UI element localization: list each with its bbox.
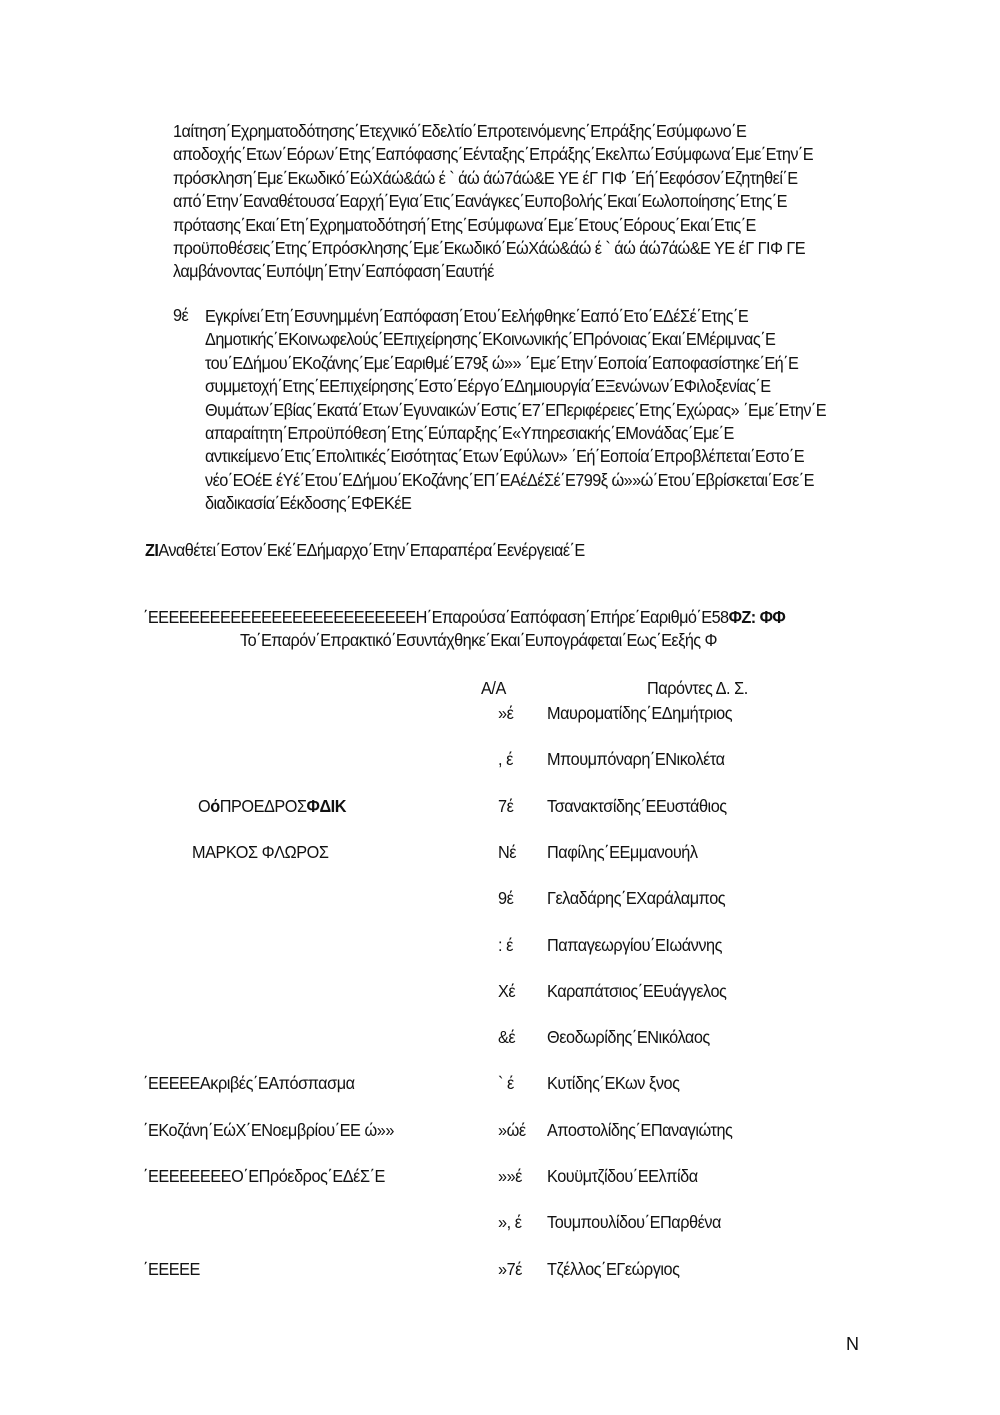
member-number: Χέ [498, 981, 516, 1001]
paragraph-line: απαραίτητη΄Επροϋπόθεση΄Ετης΄Εύπαρξης΄Ε«Υπηρεσιακής΄ΕΜονάδας΄Εμε΄Ε [205, 422, 734, 443]
member-name: Τουμπουλίδου΄ΕΠαρθένα [547, 1212, 721, 1232]
member-number: »»έ [498, 1166, 522, 1186]
member-number: : έ [498, 935, 513, 955]
chair-label: ΄ΕΕΕΕΕΕΕΕΟ΄ΕΠρόεδρος΄ΕΔέΣ΄Ε [143, 1166, 385, 1186]
paragraph-line: νέο΄ΕΟέΕ έΥέ΄Ετου΄ΕΔήμου΄ΕΚοζάνης΄ΕΠ΄ΕΑέΔέΣέ΄Ε799ξ ώ»»ώ΄Ετου΄Εβρίσκεται΄Εσε΄Ε [205, 469, 814, 490]
paragraph-line: αντικείμενο΄Ετις΄Επολιτικές΄Εισότητας΄Ετων΄Εφύλων» ΄Εή΄Εοποία΄Επροβλέπεται΄Εστο΄Ε [205, 446, 805, 467]
exact-copy-label: ΄ΕΕΕΕΕΑκριβές΄ΕΑπόσπασμα [143, 1073, 355, 1093]
item-z-number: ΖΙ [145, 540, 159, 560]
paragraph-line: συμμετοχή΄Ετης΄ΕΕπιχείρησης΄Εστο΄Εέργο΄ΕΔημιουργία΄ΕΞενώνων΄ΕΦιλοξενίας΄Ε [205, 376, 771, 397]
member-name: Αποστολίδης΄ΕΠαναγιώτης [547, 1120, 733, 1140]
paragraph-line: Δημοτικής΄ΕΚοινωφελούς΄ΕΕπιχείρησης΄ΕΚοινωνικής΄ΕΠρόνοιας΄Εκαι΄ΕΜέριμνας΄Ε [205, 329, 776, 350]
item-z-text: Αναθέτει΄Εστον΄Εκέ΄ΕΔήμαρχο΄Ετην΄Επαραπέρα΄Εενέργειαέ΄Ε [158, 540, 585, 560]
president-name: ΜΑΡΚΟΣ ΦΛΩΡΟΣ [192, 842, 329, 862]
decision-number-bold: ΦΖ: ΦΦ [728, 607, 786, 627]
member-name: Παπαγεωργίου΄ΕΙωάννης [547, 935, 722, 955]
member-number: , έ [498, 749, 513, 769]
member-name: Θεοδωρίδης΄ΕΝικόλαος [547, 1027, 710, 1047]
member-name: Κουϋμτζίδου΄ΕΕλπίδα [547, 1166, 698, 1186]
members-header-present: Παρόντες Δ. Σ. [647, 678, 748, 698]
item-9-text [205, 305, 826, 516]
member-name: Τζέλλος΄ΕΓεώργιος [547, 1259, 680, 1279]
president-title-main: ΠΡΟΕΔΡΟΣ [219, 796, 307, 816]
paragraph-line: πρόσκληση΄Εμε΄Εκωδικό΄ΕώΧάώ&άώ έ ` άώ άώ7άώ&Ε ΥΕ έΓ ΓΙΦ ΄Εή΄Εεφόσον΄Εζητηθεί΄Ε [173, 167, 798, 188]
paragraph-line: προϋποθέσεις΄Ετης΄Επρόσκλησης΄Εμε΄Εκωδικό΄ΕώΧάώ&άώ έ ` άώ άώ7άώ&Ε ΥΕ έΓ ΓΙΦ ΓΕ [173, 237, 806, 258]
member-name: Γελαδάρης΄ΕΧαράλαμπος [547, 888, 726, 908]
blank-signature: ΄ΕΕΕΕΕ [143, 1259, 200, 1279]
paragraph-line: αποδοχής΄Ετων΄Εόρων΄Ετης΄Εαπόφασης΄Εένταξης΄Επράξης΄Εκελπω΄Εσύμφωνα΄Εμε΄Ετην΄Ε [173, 144, 814, 165]
president-title [198, 796, 346, 817]
member-number: &έ [498, 1027, 516, 1047]
president-title-glyph: ΦΔΙΚ [306, 796, 347, 816]
item-9-number: 9έ [173, 305, 189, 325]
decision-number-text: ΄ΕΕΕΕΕΕΕΕΕΕΕΕΕΕΕΕΕΕΕΕΕΕΕΕΕΕΗ΄Επαρούσα΄Εαπόφαση΄Επήρε΄Εαριθμό΄Ε58 [143, 607, 729, 627]
members-header-number: Α/Α [481, 678, 506, 698]
decision-number-line [143, 607, 785, 628]
member-number: »ώέ [498, 1120, 526, 1140]
intro-paragraph [173, 120, 813, 284]
member-number: 9έ [498, 888, 514, 908]
place-date: ΄ΕΚοζάνη΄ΕώΧ΄ΕΝοεμβρίου΄ΕΕ ώ»» [143, 1120, 394, 1140]
member-name: Κυτίδης΄ΕΚων ξνος [547, 1073, 680, 1093]
paragraph-line: του΄ΕΔήμου΄ΕΚοζάνης΄Εμε΄Εαριθμέ΄Ε79ξ ώ»» ΄Εμε΄Ετην΄Εοποία΄Εαποφασίστηκε΄Εή΄Ε [205, 352, 799, 373]
paragraph-line: πρότασης΄Εκαι΄Ετη΄Εχρηματοδότησή΄Ετης΄Εσύμφωνα΄Εμε΄Ετους΄Εόρους΄Εκαι΄Ετις΄Ε [173, 214, 756, 235]
paragraph-line: διαδικασία΄Εέκδοσης΄ΕΦΕΚέΕ [205, 493, 412, 514]
item-z [145, 540, 585, 561]
paragraph-line: Εγκρίνει΄Ετη΄Εσυνημμένη΄Εαπόφαση΄Ετου΄Εελήφθηκε΄Εαπό΄Ετο΄ΕΔέΣέ΄Ετης΄Ε [205, 306, 749, 326]
member-name: Μαυροματίδης΄ΕΔημήτριος [547, 703, 733, 723]
member-name: Μπουμπόναρη΄ΕΝικολέτα [547, 749, 725, 769]
member-number: »7έ [498, 1259, 522, 1279]
paragraph-line: Θυμάτων΄Εβίας΄Εκατά΄Ετων΄Εγυναικών΄Εστις΄Ε7΄ΕΠεριφέρειες΄Ετης΄Εχώρας» ΄Εμε΄Ετην΄Ε [205, 399, 827, 420]
president-title-glyph: ό [210, 796, 220, 816]
paragraph-line: 1αίτηση΄Εχρηματοδότησης΄Ετεχνικό΄Εδελτίο΄Επροτεινόμενης΄Επράξης΄Εσύμφωνο΄Ε [173, 121, 747, 141]
member-number: »έ [498, 703, 514, 723]
member-number: », έ [498, 1212, 522, 1232]
member-number: 7έ [498, 796, 514, 816]
page-number: Ν [846, 1334, 859, 1354]
member-name: Καραπάτσιος΄ΕΕυάγγελος [547, 981, 727, 1001]
member-name: Παφίλης΄ΕΕμμανουήλ [547, 842, 698, 862]
minutes-signed-line: Το΄Επαρόν΄Επρακτικό΄Εσυντάχθηκε΄Εκαι΄Ευπογράφεται΄Εως΄Εεξής Φ [240, 630, 717, 650]
member-number: ` έ [498, 1073, 514, 1093]
president-title-prefix: Ο [198, 796, 211, 816]
member-number: Νέ [498, 842, 517, 862]
member-name: Τσανακτσίδης΄ΕΕυστάθιος [547, 796, 727, 816]
paragraph-line: από΄Ετην΄Εαναθέτουσα΄Εαρχή΄Εγια΄Ετις΄Εανάγκες΄Ευποβολής΄Εκαι΄Εωλοποίησης΄Ετης΄Ε [173, 191, 787, 212]
paragraph-line: λαμβάνοντας΄Ευπόψη΄Ετην΄Εαπόφαση΄Εαυτήέ [173, 261, 494, 282]
